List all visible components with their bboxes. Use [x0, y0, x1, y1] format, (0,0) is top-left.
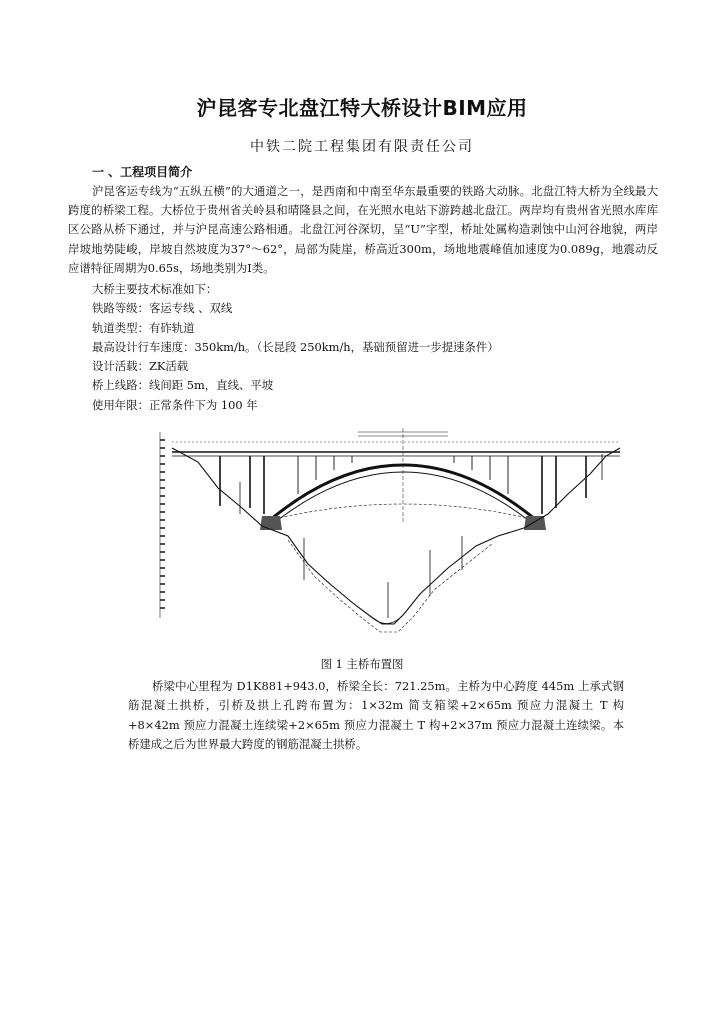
- spec-line: 大桥主要技术标准如下：: [92, 282, 218, 296]
- spec-line: 桥上线路：线间距 5m，直线、平坡: [92, 378, 274, 393]
- bridge-paragraph: 桥梁中心里程为 D1K881+943.0，桥梁全长：721.25m。主桥为中心跨度 445m 上承式钢筋混凝土拱桥，引桥及拱上孔跨布置为：1×32m 简支箱梁+2×65m 预应力混凝土 T 构+8×42m 预应力混凝土连续梁+2×65m 预应力混凝土 T 构+2×37m 预应力混凝土连续梁。本桥建成之后为世界最大跨度的钢筋混凝土拱桥。: [128, 679, 624, 752]
- document-title: 沪昆客专北盘江特大桥设计BIM应用: [196, 96, 528, 120]
- figure-caption: 图 1 主桥布置图: [320, 657, 404, 671]
- section-heading: 一 、工程项目简介: [92, 165, 193, 179]
- spec-list: [92, 280, 499, 415]
- spec-line: 轨道类型：有砟轨道: [92, 320, 195, 335]
- organization-name: 中铁二院工程集团有限责任公司: [250, 139, 474, 155]
- intro-paragraph: 沪昆客运专线为“五纵五横”的大通道之一，是西南和中南至华东最重要的铁路大动脉。北盘江特大桥为全线最大跨度的桥梁工程。大桥位于贵州省关岭县和晴隆县之间，在光照水电站下游跨越北盘江。两岸均有贵州省光照水库库区公路从桥下通过，并与沪昆高速公路相通。北盘江河谷深切，呈“U”字型，桥址处属构造剥蚀中山河谷地貌，两岸岸坡地势陡峻，岸坡自然坡度为37°～62°，局部为陡崖，桥高近300m，场地地震峰值加速度为0.089g，地震动反应谱特征周期为0.65s，场地类别为Ⅰ类。: [68, 184, 658, 275]
- bridge-deck: [172, 432, 620, 456]
- spec-line: 使用年限：正常条件下为 100 年: [92, 397, 258, 412]
- spec-line: 最高设计行车速度：350km/h。（长昆段 250km/h，基础预留进一步提速条件）: [92, 339, 499, 354]
- spec-line: 铁路等级：客运专线 、双线: [92, 301, 233, 316]
- valley-profile: [172, 448, 620, 632]
- elevation-scale: [160, 432, 165, 618]
- spec-line: 设计活载：ZK活载: [92, 359, 189, 374]
- bridge-layout-drawing: [158, 418, 630, 646]
